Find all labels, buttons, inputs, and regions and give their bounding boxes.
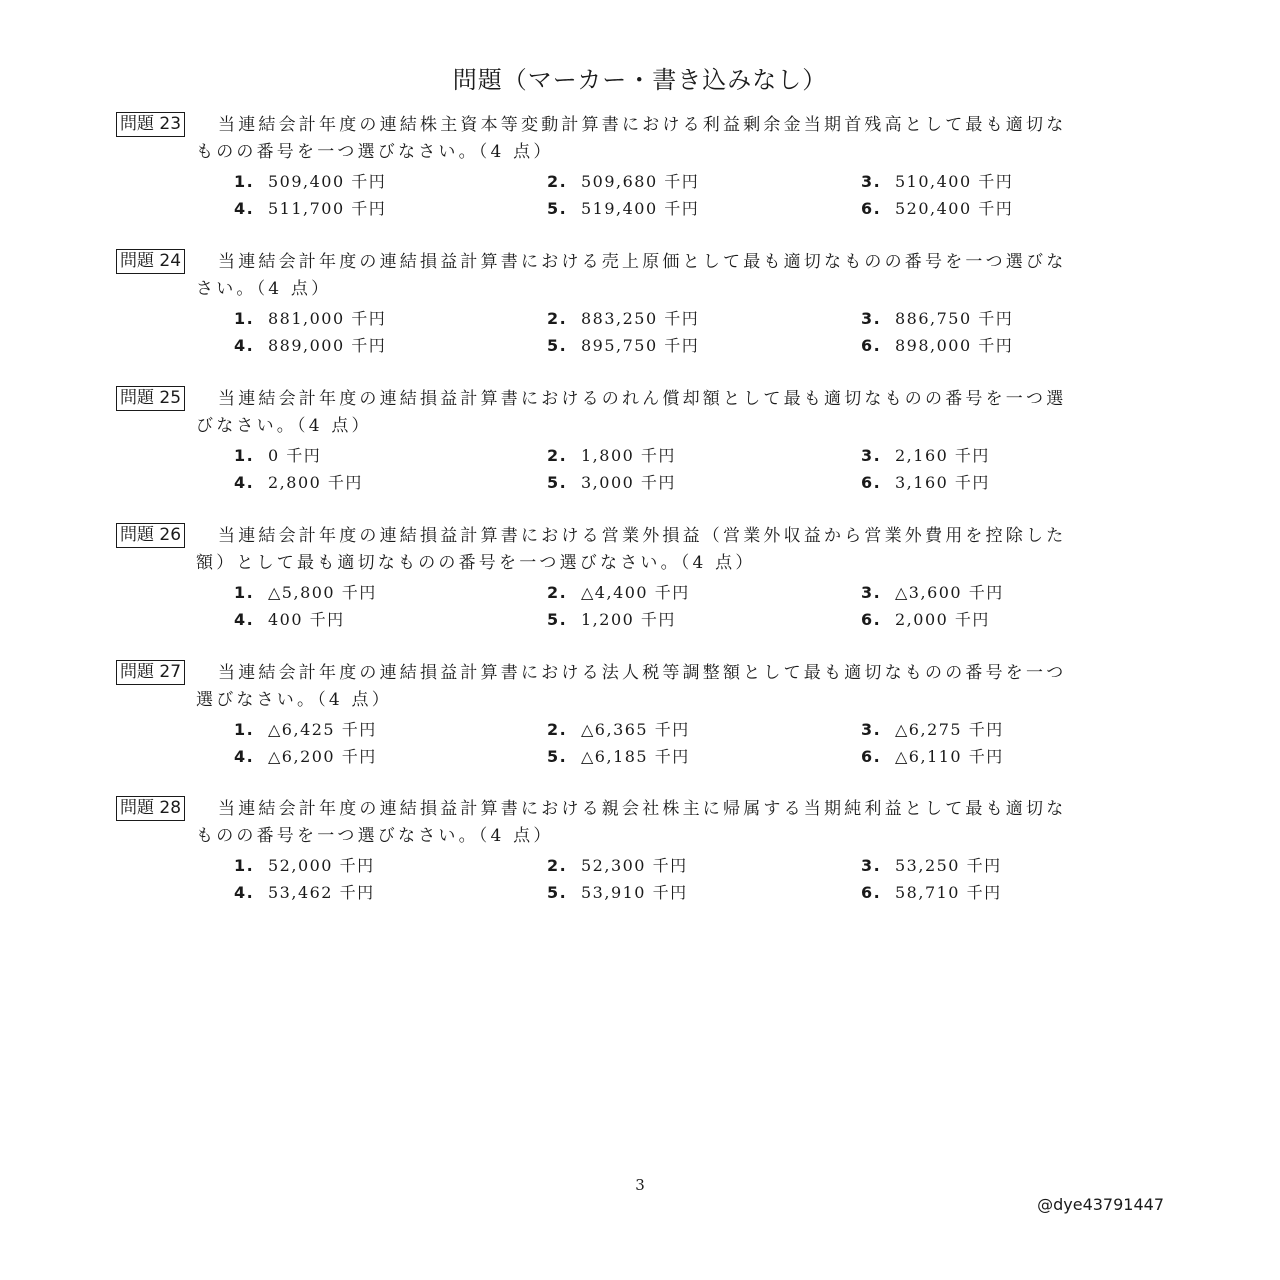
question-text: 当連結会計年度の連結損益計算書における営業外損益（営業外収益から営業外費用を控除した [218, 526, 1067, 546]
author-handle: @dye43791447 [1037, 1195, 1164, 1214]
question-label: 問題 26 [116, 523, 185, 548]
option-5: 5. △6,185 千円 [547, 747, 690, 766]
question-label: 問題 27 [116, 660, 185, 685]
option-2: 2. 1,800 千円 [547, 446, 676, 465]
option-5: 5. 3,000 千円 [547, 473, 676, 492]
question-27 [116, 660, 1176, 766]
option-6: 6. 58,710 千円 [861, 883, 1002, 902]
option-4: 4. 400 千円 [234, 610, 345, 629]
option-3: 3. 886,750 千円 [861, 309, 1014, 328]
answer-options [234, 579, 1174, 633]
question-text: 当連結会計年度の連結株主資本等変動計算書における利益剰余金当期首残高として最も適切な [218, 115, 1067, 135]
question-label: 問題 25 [116, 386, 185, 411]
question-text-continued: 選びなさい。（4 点） [196, 690, 392, 710]
answer-options [234, 168, 1174, 222]
option-1: 1. 509,400 千円 [234, 172, 387, 191]
option-1: 1. 0 千円 [234, 446, 322, 465]
option-3: 3. 2,160 千円 [861, 446, 990, 465]
option-2: 2. 509,680 千円 [547, 172, 700, 191]
option-6: 6. 520,400 千円 [861, 199, 1014, 218]
question-text-continued: さい。（4 点） [196, 279, 332, 299]
question-label: 問題 24 [116, 249, 185, 274]
option-4: 4. 889,000 千円 [234, 336, 387, 355]
option-1: 1. 52,000 千円 [234, 856, 375, 875]
option-6: 6. 2,000 千円 [861, 610, 990, 629]
option-5: 5. 519,400 千円 [547, 199, 700, 218]
option-1: 1. 881,000 千円 [234, 309, 387, 328]
question-text-continued: ものの番号を一つ選びなさい。（4 点） [196, 142, 554, 162]
question-25 [116, 386, 1176, 492]
question-28 [116, 796, 1176, 902]
option-6: 6. 898,000 千円 [861, 336, 1014, 355]
question-text: 当連結会計年度の連結損益計算書における親会社株主に帰属する当期純利益として最も適切な [218, 799, 1067, 819]
page-title: 問題（マーカー・書き込みなし） [452, 66, 828, 94]
question-label: 問題 28 [116, 796, 185, 821]
option-1: 1. △6,425 千円 [234, 720, 377, 739]
answer-options [234, 442, 1174, 496]
option-3: 3. △6,275 千円 [861, 720, 1004, 739]
option-6: 6. △6,110 千円 [861, 747, 1004, 766]
option-5: 5. 1,200 千円 [547, 610, 676, 629]
option-4: 4. 2,800 千円 [234, 473, 363, 492]
question-23 [116, 112, 1176, 218]
option-6: 6. 3,160 千円 [861, 473, 990, 492]
option-5: 5. 53,910 千円 [547, 883, 688, 902]
option-2: 2. 52,300 千円 [547, 856, 688, 875]
question-text: 当連結会計年度の連結損益計算書における法人税等調整額として最も適切なものの番号を一つ [218, 663, 1067, 683]
question-text: 当連結会計年度の連結損益計算書における売上原価として最も適切なものの番号を一つ選びな [218, 252, 1067, 272]
question-text-continued: ものの番号を一つ選びなさい。（4 点） [196, 826, 554, 846]
option-5: 5. 895,750 千円 [547, 336, 700, 355]
option-4: 4. 53,462 千円 [234, 883, 375, 902]
option-4: 4. 511,700 千円 [234, 199, 387, 218]
question-text-continued: びなさい。（4 点） [196, 416, 372, 436]
question-label: 問題 23 [116, 112, 185, 137]
option-3: 3. △3,600 千円 [861, 583, 1004, 602]
answer-options [234, 852, 1174, 906]
answer-options [234, 305, 1174, 359]
option-2: 2. 883,250 千円 [547, 309, 700, 328]
question-24 [116, 249, 1176, 355]
question-text: 当連結会計年度の連結損益計算書におけるのれん償却額として最も適切なものの番号を一つ選 [218, 389, 1067, 409]
answer-options [234, 716, 1174, 770]
option-3: 3. 53,250 千円 [861, 856, 1002, 875]
question-26 [116, 523, 1176, 629]
option-2: 2. △4,400 千円 [547, 583, 690, 602]
page-number: 3 [635, 1176, 645, 1194]
option-4: 4. △6,200 千円 [234, 747, 377, 766]
option-2: 2. △6,365 千円 [547, 720, 690, 739]
question-text-continued: 額）として最も適切なものの番号を一つ選びなさい。（4 点） [196, 553, 756, 573]
option-1: 1. △5,800 千円 [234, 583, 377, 602]
option-3: 3. 510,400 千円 [861, 172, 1014, 191]
